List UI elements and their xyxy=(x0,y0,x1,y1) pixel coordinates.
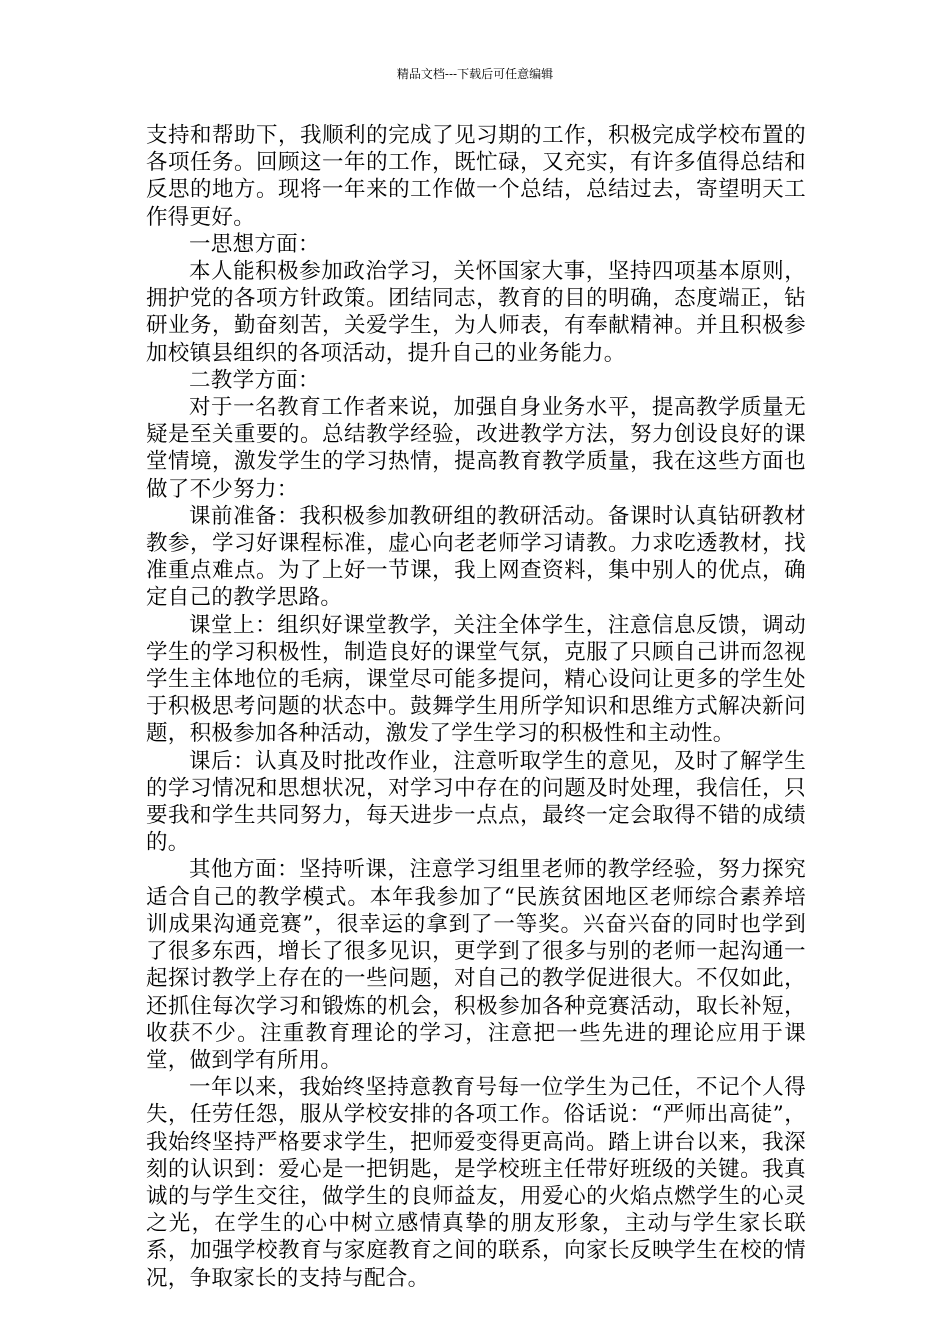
paragraph-teaching-intro: 对于一名教育工作者来说，加强自身业务水平，提高教学质量无疑是至关重要的。总结教学经验，改进教学方法，努力创设良好的课堂情境，激发学生的学习热情，提高教育教学质量，我在这些方面也做了不少努力： xyxy=(146,395,806,502)
paragraph-conclusion: 一年以来，我始终坚持意教育号每一位学生为己任，不记个人得失，任劳任怨，服从学校安排的各项工作。俗话说：“严师出高徒”，我始终坚持严格要求学生，把师爱变得更高尚。踏上讲台以来，我深刻的认识到：爱心是一把钥匙，是学校班主任带好班级的关键。我真诚的与学生交往，做学生的良师益友，用爱心的火焰点燃学生的心灵之光，在学生的心中树立感情真挚的朋友形象，主动与学生家长联系，加强学校教育与家庭教育之间的联系，向家长反映学生在校的情况，争取家长的支持与配合。 xyxy=(146,1075,806,1291)
page-header: 精品文档---下载后可任意编辑 xyxy=(396,67,554,81)
paragraph-classroom: 课堂上：组织好课堂教学，关注全体学生，注意信息反馈，调动学生的学习积极性，制造良好的课堂气氛，克服了只顾自己讲而忽视学生主体地位的毛病，课堂尽可能多提问，精心设问让更多的学生处于积极思考问题的状态中。鼓舞学生用所学知识和思维方式解决新问题，积极参加各种活动，激发了学生学习的积极性和主动性。 xyxy=(146,612,806,747)
document-body xyxy=(146,122,806,1292)
paragraph-preparation: 课前准备：我积极参加教研组的教研活动。备课时认真钻研教材教参，学习好课程标准，虚心向老老师学习请教。力求吃透教材，找准重点难点。为了上好一节课，我上网查资料，集中别人的优点，确定自己的教学思路。 xyxy=(146,503,806,611)
paragraph-other: 其他方面：坚持听课，注意学习组里老师的教学经验，努力探究适合自己的教学模式。本年我参加了“民族贫困地区老师综合素养培训成果沟通竞赛”，很幸运的拿到了一等奖。兴奋兴奋的同时也学到了很多东西，增长了很多见识，更学到了很多与别的老师一起沟通一起探讨教学上存在的一些问题，对自己的教学促进很大。不仅如此，还抓住每次学习和锻炼的机会，积极参加各种竞赛活动，取长补短，收获不少。注重教育理论的学习，注意把一些先进的理论应用于课堂，做到学有所用。 xyxy=(146,857,806,1073)
paragraph-after-class: 课后：认真及时批改作业，注意听取学生的意见，及时了解学生的学习情况和思想状况，对学习中存在的问题及时处理，我信任，只要我和学生共同努力，每天进步一点点，最终一定会取得不错的成绩的。 xyxy=(146,748,806,856)
paragraph-intro-continuation: 支持和帮助下，我顺利的完成了见习期的工作，积极完成学校布置的各项任务。回顾这一年的工作，既忙碌，又充实，有许多值得总结和反思的地方。现将一年来的工作做一个总结，总结过去，寄望明天工作得更好。 xyxy=(146,123,806,230)
section-heading-thought: 一思想方面： xyxy=(189,231,320,257)
paragraph-thought: 本人能积极参加政治学习，关怀国家大事，坚持四项基本原则，拥护党的各项方针政策。团结同志，教育的目的明确，态度端正，钻研业务，勤奋刻苦，关爱学生，为人师表，有奉献精神。并且积极参加校镇县组织的各项活动，提升自己的业务能力。 xyxy=(146,259,806,366)
section-heading-teaching: 二教学方面： xyxy=(189,367,320,393)
